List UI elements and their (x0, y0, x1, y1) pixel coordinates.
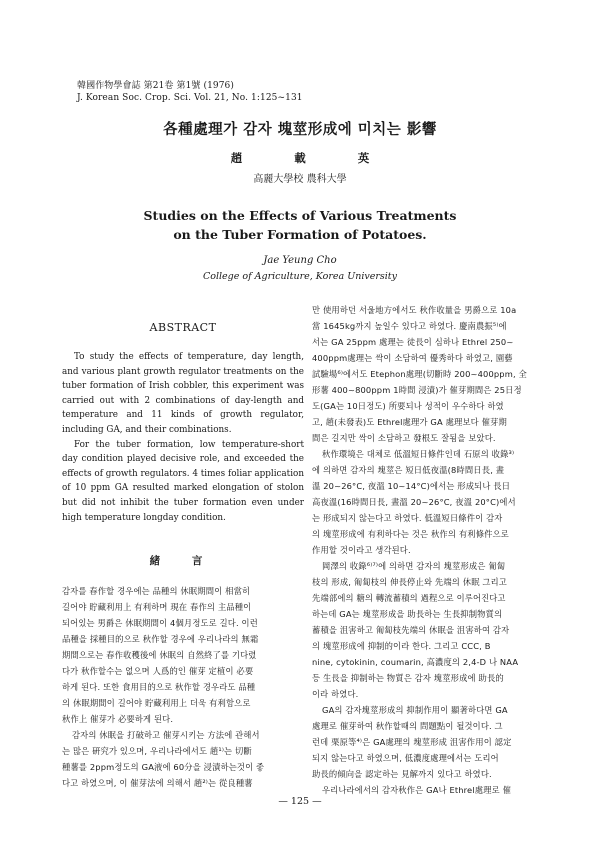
text-line: 등 生長을 抑制하는 物質은 감자 塊莖形成에 助長的 (312, 673, 504, 683)
text-line: 이라 하였다. (312, 689, 359, 699)
journal-header (77, 80, 303, 104)
text-line: nine, cytokinin, coumarin, 高濃度의 2,4-D 나 NAA (312, 657, 519, 667)
text-line: 는 形成되지 않는다고 하였다. 低溫短日條件이 감자 (312, 513, 503, 523)
text-line: 秋作環境은 대체로 低溫短日條件인데 石原의 收錄³⁾ (322, 449, 515, 459)
intro-heading: 緒 言 (149, 555, 217, 567)
text-line: 助長的傾向을 認定하는 見解까지 있다고 하였다. (312, 769, 492, 779)
title-english (0, 206, 600, 244)
text-line: 蓄積을 沮害하고 匍匐枝先端의 休眠을 沮害하여 감자 (312, 625, 510, 635)
text-line: 는 많은 硏究가 있으며, 우리나라에서도 趙¹⁾는 切斷 (62, 746, 252, 756)
text-line: 枝의 形成, 匍匐枝의 伸長停止와 先端의 休眠 그리고 (312, 577, 507, 587)
author-char: 載 (294, 151, 306, 165)
journal-citation-en: J. Korean Soc. Crop. Sci. Vol. 21, No. 1:125~131 (77, 93, 303, 103)
author-korean (0, 150, 600, 166)
text-line: 다가 秋作할수는 없으며 人爲的인 催芽 定植이 必要 (62, 666, 254, 676)
page-number: — 125 — (278, 796, 322, 807)
text-line: 高夜溫(16時間日長, 晝溫 20~26°C, 夜溫 20°C)에서 (312, 497, 516, 507)
text-line: 감자를 春作할 경우에는 品種의 休眠期間이 相當히 (62, 586, 251, 596)
text-line: 하는데 GA는 塊莖形成을 助長하는 生長抑制物質의 (312, 609, 503, 619)
text-line: 種薯를 2ppm정도의 GA液에 60分을 浸漬하는것이 좋 (62, 762, 265, 772)
text-line: 서는 GA 25ppm 處理는 徒長이 심하나 Ethrel 250~ (312, 337, 514, 347)
text-line: 의 休眠期間이 길어야 貯藏利用上 더욱 有利함으로 (62, 698, 251, 708)
text-line: 形薯 400~800ppm 1時間 浸漬)가 催芽期間은 25日정 (312, 385, 522, 395)
text-line: 品種을 採種目的으로 秋作할 경우에 우리나라의 無霜 (62, 634, 259, 644)
journal-name-ko: 韓國作物學會誌 第21卷 第1號 (1976) (77, 81, 234, 91)
text-line: 間은 길지만 싹이 소담하고 發根도 잘됨을 보았다. (312, 433, 496, 443)
abstract-body (62, 350, 304, 525)
text-line: 다고 하였으며, 이 催芽法에 의해서 趙²⁾는 從良種薯 (62, 778, 253, 788)
text-line: 作用할 것이라고 생각된다. (312, 545, 411, 555)
text-line: 런데 栗原等⁴⁾은 GA處理의 塊莖形成 沮害作用이 認定 (312, 737, 512, 747)
title-english-line: on the Tuber Formation of Potatoes. (173, 227, 427, 242)
text-line: 되지 않는다고 하였으며, 低濃度處理에서는 도리어 (312, 753, 499, 763)
text-line: 만 使用하던 서울地方에서도 秋作收量을 男爵으로 10a (312, 305, 517, 315)
affiliation-english: College of Agriculture, Korea University (202, 271, 397, 282)
text-line: 길어야 貯藏利用上 有利하며 現在 春作의 主品種이 (62, 602, 252, 612)
text-line: 溫 20~26°C, 夜溫 10~14°C)에서는 形成되나 長日 (312, 481, 511, 491)
text-line: 400ppm處理는 싹이 소담하여 優秀하다 하였고, 園藝 (312, 353, 513, 363)
abstract-paragraph: For the tuber formation, low temperature-short day condition played decisive role, and exceeded the effects of growth regulators. 4 times foliar application of 10 ppm GA resulted marked elongation of stolon but did not inhibit the tuber formation even under high temperature longday condition. (62, 439, 304, 523)
text-line: GA의 감자塊莖形成의 抑制作用이 顯著하다면 GA (322, 705, 508, 715)
text-line: 의 塊莖形成에 有利하다는 것은 秋作의 有利條件으로 (312, 529, 509, 539)
text-line: 期間으로는 春作收穫後에 休眠의 自然終了를 기다렸 (62, 650, 257, 660)
author-char: 趙 (230, 151, 243, 165)
text-line: 岡澤의 收錄⁶⁾⁷⁾에 의하면 감자의 塊莖形成은 匍匐 (322, 561, 506, 571)
text-line: 도(GA는 10日정도) 所要되나 성적이 우수하다 하였 (312, 401, 504, 411)
text-line: 處理로 催芽하여 秋作할때의 問題點이 될것이다. 그 (312, 721, 503, 731)
abstract-paragraph: To study the effects of temperature, day length, and various plant growth regulator treatments on the tuber formation of Irish cobbler, this experiment was carried out with 2 combinations of day-length and temperature and 11 kinds of growth regulator, including GA, and their combinations. (62, 352, 304, 435)
text-line: 의 塊莖形成에 抑制的이라 한다. 그리고 CCC, B (312, 641, 491, 651)
title-english-line: Studies on the Effects of Various Treatments (143, 208, 457, 223)
text-line: 秋作上 催芽가 必要하게 된다. (62, 714, 174, 724)
text-line: 先端部에의 糖의 轉流蓄積의 過程으로 이루어진다고 (312, 593, 506, 603)
text-line: 고, 趙(未發表)도 Ethrel處理가 GA 處理보다 催芽期 (312, 417, 507, 427)
abstract-heading: ABSTRACT (149, 321, 217, 334)
text-line: 하게 된다. 또한 食用目的으로 秋作할 경우라도 品種 (62, 682, 256, 692)
text-line: 試驗場⁶⁾에서도 Etephon處理(切斷時 200~400ppm, 全 (312, 369, 527, 379)
text-line: 當 1645kg까지 높일수 있다고 하였다. 慶南農振⁵⁾에 (312, 321, 507, 331)
text-line: 감자의 休眠을 打破하고 催芽시키는 方法에 관해서 (72, 730, 260, 740)
affiliation-korean: 高麗大學校 農科大學 (253, 174, 347, 185)
author-char: 英 (357, 151, 370, 165)
author-english: Jae Yeung Cho (263, 255, 337, 266)
text-line: 우리나라에서의 감자秋作은 GA나 Ethrel處理로 催 (322, 785, 512, 795)
text-line: 되어있는 男爵은 休眠期間이 4個月정도로 길다. 이런 (62, 618, 258, 628)
title-korean: 各種處理가 감자 塊莖形成에 미치는 影響 (163, 121, 437, 138)
text-line: 에 의하면 감자의 塊莖은 短日低夜溫(8時間日長, 晝 (312, 465, 505, 475)
